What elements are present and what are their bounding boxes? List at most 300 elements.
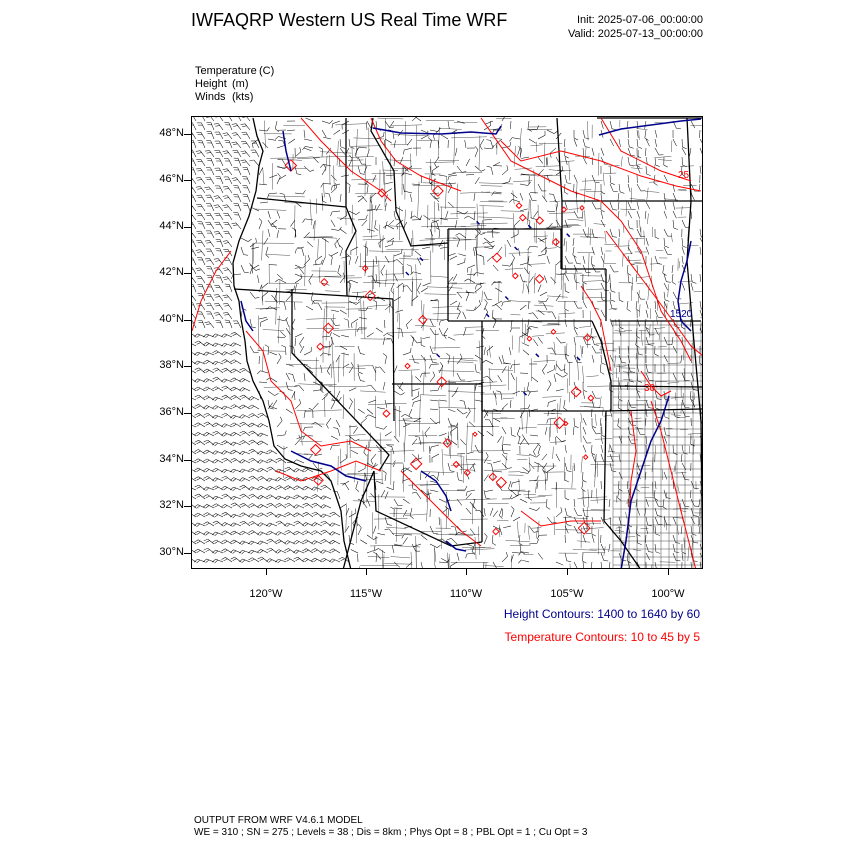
wind-barb (192, 121, 196, 132)
county-line (536, 311, 551, 312)
wind-barb (390, 283, 398, 294)
wind-barb (403, 537, 408, 544)
wind-barb (493, 461, 501, 463)
wind-barb (502, 460, 512, 470)
wind-barb (646, 202, 650, 209)
wind-barb (664, 283, 668, 290)
wind-barb (655, 526, 660, 536)
county-line (318, 239, 319, 258)
wind-barb (519, 551, 529, 556)
wind-barb (462, 290, 469, 301)
wind-barb (473, 464, 475, 472)
county-line (484, 565, 504, 566)
height-contour (528, 225, 531, 228)
wind-barb (430, 540, 441, 548)
county-line (382, 550, 383, 569)
county-line (411, 552, 412, 569)
county-line (433, 313, 461, 314)
lon-tick (266, 569, 267, 575)
wind-barb (241, 140, 250, 151)
wind-barb (583, 382, 587, 392)
wind-barb (340, 482, 349, 493)
wind-barb (394, 409, 401, 412)
wind-barb (546, 400, 557, 407)
wind-barb (269, 175, 277, 178)
county-line (338, 166, 371, 167)
wind-barb (619, 229, 620, 237)
wind-barb (322, 130, 326, 137)
wind-barb (302, 347, 313, 355)
county-line (350, 447, 386, 448)
wind-barb (529, 450, 540, 458)
wind-barb (421, 535, 427, 540)
wind-barb (415, 435, 421, 446)
wind-barb (547, 126, 558, 134)
county-line (505, 540, 530, 542)
wind-barb (240, 430, 250, 439)
wind-barb (341, 335, 349, 337)
wind-barb (617, 418, 623, 429)
wind-barb (430, 400, 438, 401)
wind-barb (194, 386, 205, 395)
county-line (379, 260, 380, 287)
county-line (481, 186, 503, 187)
wind-barb (673, 534, 680, 545)
wind-barb (325, 192, 331, 203)
wind-barb (192, 176, 196, 186)
wind-barb (518, 559, 529, 565)
wind-barb (502, 403, 508, 409)
temperature-contour (516, 203, 522, 209)
wind-barb (523, 467, 529, 472)
wind-barb (206, 229, 214, 240)
wind-barb (304, 130, 305, 138)
wind-barb (257, 370, 268, 377)
wind-barb (221, 530, 232, 539)
county-line (309, 368, 341, 369)
wind-barb (196, 203, 205, 214)
wind-barb (223, 293, 232, 303)
wind-barb (205, 149, 214, 159)
wind-barb (285, 511, 295, 520)
wind-barb (628, 156, 634, 167)
county-line (394, 135, 429, 137)
wind-barb (294, 392, 295, 400)
wind-barb (303, 502, 313, 511)
county-line (635, 428, 643, 429)
wind-barb (251, 139, 259, 150)
wind-barb (331, 252, 338, 256)
wind-barb (429, 445, 440, 451)
wind-barb (637, 560, 645, 569)
wind-barb (645, 418, 646, 426)
wind-barb (203, 405, 214, 413)
wind-barb (257, 275, 259, 283)
county-line (580, 237, 605, 238)
county-line (609, 444, 610, 453)
wind-barb (556, 270, 566, 275)
wind-barb (499, 357, 502, 364)
county-line (432, 306, 462, 307)
county-line (582, 366, 583, 383)
wind-barb (205, 185, 214, 195)
wind-barb (405, 319, 415, 329)
county-line (550, 201, 561, 202)
wind-barb (385, 203, 386, 211)
wind-barb (700, 247, 701, 255)
wind-barb (277, 337, 285, 338)
county-line (465, 549, 495, 550)
county-line (677, 190, 686, 191)
wind-barb (215, 139, 223, 150)
wind-barb (601, 220, 605, 227)
wind-barb (304, 373, 305, 381)
county-line (487, 413, 501, 414)
wind-barb (272, 223, 277, 229)
wind-barb (233, 184, 241, 195)
wind-barb (655, 308, 663, 319)
wind-barb (664, 175, 668, 182)
state-border (482, 409, 703, 411)
wind-barb (502, 427, 506, 434)
wind-barb (430, 326, 439, 337)
temperature-contour (419, 316, 427, 324)
wind-barb (475, 163, 485, 173)
county-line (440, 207, 476, 208)
wind-barb (249, 412, 259, 421)
county-line (283, 125, 305, 126)
temperature-contour (492, 253, 501, 262)
county-line (253, 243, 254, 264)
county-line (386, 270, 387, 287)
wind-barb (376, 256, 377, 264)
wind-barb (231, 394, 241, 403)
wind-barb (213, 430, 223, 439)
wind-barb (231, 556, 241, 565)
wind-barb (309, 408, 313, 418)
wind-barb (592, 173, 600, 184)
wind-barb (223, 117, 232, 123)
lat-tick-label: 38°N (159, 359, 184, 371)
wind-barb (681, 355, 682, 363)
wind-barb (430, 490, 438, 492)
county-line (474, 385, 475, 422)
county-line (300, 441, 322, 442)
wind-barb (486, 121, 493, 124)
wind-barb (356, 292, 358, 300)
wind-barb (192, 117, 196, 123)
wind-barb (259, 184, 267, 185)
wind-barb (609, 382, 614, 392)
wind-barb (466, 452, 474, 454)
wind-barb (215, 319, 223, 330)
county-line (297, 360, 319, 361)
wind-barb (539, 301, 547, 312)
wind-barb (469, 422, 475, 427)
wind-barb (420, 373, 430, 377)
wind-barb (443, 328, 452, 339)
wind-barb (303, 427, 313, 431)
state-border (257, 198, 346, 207)
state-border (611, 386, 703, 387)
county-line (363, 239, 383, 240)
wind-barb (306, 306, 313, 310)
county-line (387, 332, 416, 333)
wind-barb (699, 499, 700, 507)
wind-barb (513, 391, 520, 394)
wind-barb (619, 183, 624, 193)
county-line (639, 220, 640, 233)
temperature-contour (473, 432, 477, 436)
wind-barb (330, 184, 341, 190)
wind-barb (565, 274, 569, 281)
wind-barb (583, 138, 590, 149)
wind-barb (556, 562, 563, 565)
wind-barb (225, 139, 232, 150)
wind-barb (448, 277, 453, 283)
county-line (337, 141, 338, 166)
county-line (399, 313, 400, 339)
county-line (425, 238, 456, 239)
wind-barb (449, 562, 460, 569)
wind-barb (248, 396, 259, 404)
wind-barb (340, 148, 345, 154)
county-line (535, 483, 536, 493)
wind-barb (583, 507, 589, 518)
county-line (556, 361, 557, 371)
wind-barb (480, 255, 484, 265)
county-line (585, 210, 586, 227)
county-line (257, 351, 285, 352)
county-line (439, 128, 462, 129)
wind-barb (664, 202, 666, 210)
county-line (379, 225, 381, 249)
wind-barb (439, 400, 447, 401)
county-line (505, 244, 506, 257)
county-line (363, 236, 378, 237)
county-line (505, 268, 523, 269)
wind-barb (192, 238, 196, 249)
wind-barb (311, 522, 322, 530)
wind-barb (637, 211, 640, 219)
temperature-contour (383, 410, 390, 417)
map-panel (191, 116, 703, 569)
wind-barb (682, 256, 683, 264)
wind-barb (192, 256, 196, 267)
wind-barb (493, 193, 501, 194)
wind-barb (265, 247, 272, 258)
wind-barb (230, 530, 241, 538)
wind-barb (206, 301, 214, 312)
wind-barb (646, 363, 652, 374)
county-line (656, 156, 672, 158)
wind-barb (474, 211, 475, 219)
county-line (378, 118, 404, 119)
wind-barb (312, 493, 322, 502)
wind-barb (690, 148, 691, 156)
wind-barb (214, 203, 223, 213)
county-line (346, 368, 366, 369)
temperature-contour (405, 363, 410, 368)
wind-barb (192, 512, 196, 521)
wind-barb (195, 412, 205, 421)
wind-barb (700, 274, 701, 282)
wind-barb (628, 247, 632, 254)
wind-barb (231, 274, 241, 279)
wind-barb (403, 184, 404, 192)
wind-barb (192, 494, 196, 503)
wind-barb (257, 512, 268, 521)
county-line (355, 462, 356, 482)
wind-barb (192, 157, 196, 168)
wind-barb (637, 148, 641, 158)
wind-barb (275, 477, 286, 485)
county-line (438, 371, 474, 372)
wind-barb (311, 529, 322, 538)
wind-barb (484, 144, 494, 149)
wind-barb (205, 239, 214, 249)
county-line (588, 253, 589, 277)
wind-barb (474, 193, 475, 201)
wind-barb (673, 327, 680, 338)
wind-barb (609, 274, 610, 282)
wind-barb (448, 121, 449, 129)
wind-barb (619, 472, 622, 479)
wind-barb (268, 211, 270, 219)
wind-barb (358, 194, 367, 204)
wind-barb (682, 498, 689, 509)
wind-barb (430, 319, 433, 326)
county-line (372, 204, 373, 238)
county-line (422, 319, 446, 320)
county-line (543, 396, 562, 397)
wind-barb (213, 520, 223, 529)
wind-barb (573, 247, 578, 257)
wind-barb (267, 538, 277, 547)
wind-barb (205, 257, 214, 267)
wind-barb (223, 167, 232, 177)
county-line (360, 391, 386, 392)
wind-barb (313, 260, 323, 265)
wind-barb (627, 301, 632, 311)
lat-tick-label: 48°N (159, 127, 184, 139)
county-line (628, 240, 629, 251)
county-line (361, 300, 362, 334)
wind-barb (646, 301, 648, 309)
state-border (343, 471, 374, 569)
wind-barb (259, 168, 263, 175)
county-line (356, 230, 357, 255)
wind-barb (646, 526, 648, 534)
wind-barb (195, 340, 205, 349)
temperature-contour (584, 455, 588, 459)
county-line (461, 454, 462, 474)
wind-barb (485, 418, 493, 429)
wind-barb (610, 120, 616, 131)
wind-barb (520, 499, 527, 503)
wind-barb (453, 308, 461, 319)
county-line (554, 342, 555, 353)
model-config: WE = 310 ; SN = 275 ; Levels = 38 ; Dis = 8km ; Phys Opt = 8 ; PBL Opt = 1 ; Cu Opt = 3 (194, 827, 588, 838)
lon-tick (366, 569, 367, 575)
wind-barb (249, 430, 259, 439)
wind-barb (544, 380, 553, 391)
wind-barb (552, 200, 558, 211)
wind-barb (241, 234, 252, 242)
wind-barb (293, 512, 304, 521)
wind-barb (583, 427, 586, 434)
wind-barb (424, 427, 433, 437)
wind-barb (194, 476, 205, 485)
wind-barb (610, 292, 615, 302)
wind-barb (268, 139, 276, 140)
wind-barb (637, 373, 642, 383)
county-line (263, 330, 284, 331)
wind-barb (336, 355, 340, 362)
county-line (333, 165, 334, 188)
wind-barb (395, 310, 403, 312)
wind-barb (538, 553, 543, 559)
wind-barb (197, 220, 205, 231)
wind-barb (331, 436, 338, 440)
county-line (266, 254, 290, 255)
county-line (649, 324, 650, 337)
wind-barb (240, 367, 250, 376)
wind-barb (440, 247, 448, 248)
county-line (386, 527, 406, 528)
wind-barb (520, 468, 531, 474)
county-line (382, 446, 383, 484)
county-line (596, 489, 597, 504)
wind-barb (565, 174, 571, 185)
wind-barb (430, 454, 441, 462)
county-line (533, 236, 548, 237)
county-line (532, 335, 544, 336)
wind-barb (381, 353, 387, 364)
wind-barb (416, 283, 424, 294)
wind-barb (215, 247, 223, 258)
wind-barb (448, 409, 455, 412)
county-line (290, 326, 291, 360)
wind-barb (204, 547, 214, 556)
wind-barb (673, 517, 676, 524)
wind-barb (592, 418, 596, 428)
wind-barb (529, 504, 540, 511)
wind-barb (655, 544, 660, 554)
wind-barb (192, 529, 196, 538)
wind-barb (492, 303, 502, 313)
wind-barb (646, 562, 650, 569)
wind-barb (502, 444, 508, 455)
wind-barb (214, 117, 223, 123)
wind-barb (441, 135, 448, 139)
wind-barb (233, 211, 241, 222)
wind-barb (345, 398, 353, 409)
wind-barb (691, 211, 692, 219)
wind-barb (223, 149, 232, 159)
temperature-contour (493, 528, 499, 534)
wind-barb (221, 358, 232, 367)
wind-barb (394, 366, 397, 373)
wind-barb (349, 426, 357, 427)
county-line (605, 231, 606, 244)
wind-barb (529, 311, 538, 321)
county-line (384, 564, 412, 565)
wind-barb (231, 502, 241, 511)
wind-barb (206, 193, 214, 204)
lat-tick (184, 366, 191, 367)
wind-barb (637, 182, 645, 193)
